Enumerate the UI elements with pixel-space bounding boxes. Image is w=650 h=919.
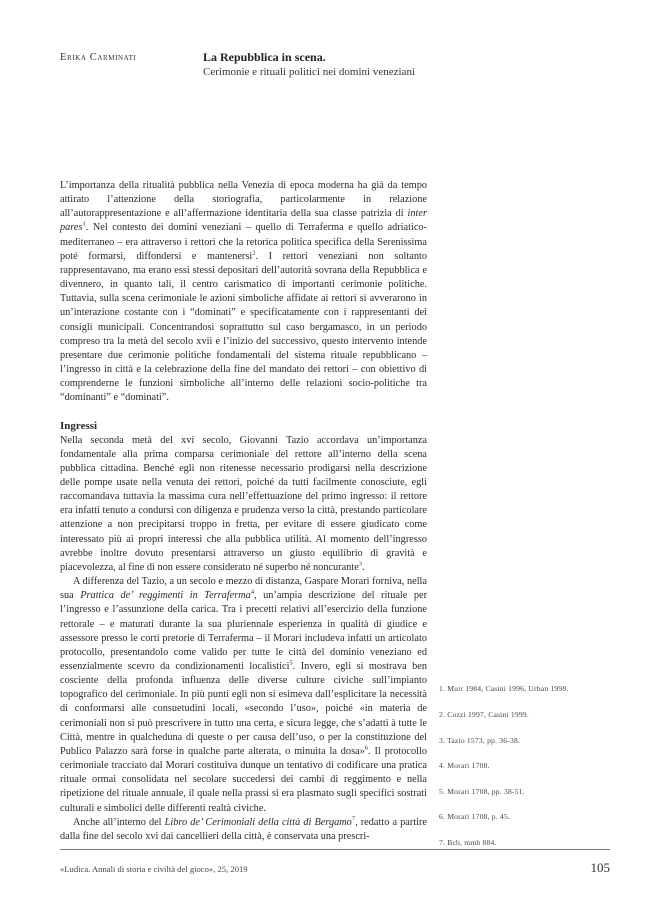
side-note: 4. Morari 1708. [439, 761, 490, 770]
footer-rule [60, 849, 610, 850]
side-note: 5. Morari 1708, pp. 38-51. [439, 787, 525, 796]
text-run: . I rettori veneziani non soltanto rappresentavano, ma erano essi stessi depositari dell’autorità sovrana della Repubblica e divennero, in quanto tali, il centro carismatico di importanti cerimonie politiche. Tuttavia, sulla scena cerimoniale le azioni simboliche affidate ai rettori si avverarono in un’interazione costante con i “dominati” e specificatamente con i rappresentanti dei consigli municipali. Concentrandosi soprattutto sul caso bergamasco, in un periodo compreso tra la metà del secolo xvii e l’inizio del successivo, questo intervento intende presentare due cerimonie politiche fondamentali del sistema rituale repubblicano – l’ingresso in città e la celebrazione della fine del mandato dei rettori – con obiettivo di comprenderne le funzioni simboliche all’interno delle relazioni socio-politiche tra “dominanti” e “dominati”. [60, 250, 427, 404]
italic-run: Prattica de’ reggimenti in Terraferma [80, 590, 251, 602]
journal-citation: «Ludica. Annali di storia e civiltà del gioco», 25, 2019 [60, 864, 248, 874]
text-run: . Il protocollo cerimoniale tracciato dal Morari costituiva dunque un tentativo di codificare una pratica rituale ormai consolidata nel secolare succedersi dei cambi di reggimento e nella ripetizione del rituale annuale, il quale nella prassi si era plasmato sugli specifici sostrati culturali e simbolici delle differenti realtà civiche. [60, 745, 427, 814]
running-head-title [203, 50, 533, 79]
intro-paragraph [60, 179, 427, 406]
italic-run: Libro de’ Cerimoniali della città di Bergamo [164, 816, 352, 828]
section-paragraph-2 [60, 575, 427, 816]
footnote-ref: 1 [82, 221, 86, 229]
section-paragraph-3 [60, 816, 427, 844]
footnote-ref: 4 [250, 588, 255, 596]
text-run: . Invero, egli si mostrava ben cosciente della profonda influenza delle diverse culture civiche sull’impianto topografico del cerimoniale. In più punti egli non si esimeva dall’esplicitare la necessità di conformarsi alle consuetudini locali, «secondo l’uso», poiché «in materia de cerimoniali non si può prescrivere in tutto una certa, e sicura legge, che s’adatti à tutte le Città, mentre in qualcheduna di queste o per causa dell’uso, o per la constituzione del Publico Palazzo sarà forse in qualche parte alterata, o minuita la dosa» [60, 661, 427, 757]
text-run: , un’ampia descrizione del rituale per l’ingresso e l’assunzione della carica. Tra i precetti relativi all’esercizio della funzione rettorale – e maturati durante la sua pluriennale esperienza in qualità di giudice e assessore presso le corti pretorie di Terraferma – il Morari includeva infatti un articolato protocollo, presentandolo come valido per tutte le città del dominio veneziano ed essenzialmente scevro da condizionamenti localistici [60, 590, 427, 672]
main-text-column [60, 179, 427, 844]
running-head-author: Erika Carminati [60, 52, 137, 63]
article-title: La Repubblica in scena. [203, 50, 326, 64]
footnote-ref: 6 [364, 744, 369, 752]
page-number: 105 [590, 860, 610, 875]
side-note: 3. Tazio 1573, pp. 36-38. [439, 736, 521, 745]
section-heading: Ingressi [60, 419, 98, 432]
italic-run: inter pares [60, 208, 427, 234]
section-paragraph-1 [60, 434, 427, 576]
text-run: Anche all’interno del [73, 816, 165, 828]
side-note: 2. Cozzi 1997, Casini 1999. [439, 710, 529, 719]
side-note: 6. Morari 1708, p. 45. [439, 812, 511, 821]
side-note: 1. Muir 1984, Casini 1996, Urban 1998. [439, 684, 569, 693]
footnote-ref: 3 [358, 560, 363, 568]
side-note: 7. Bcb, mmb 884. [439, 838, 497, 847]
text-run: , redatto a partire dalla fine del secolo xvi dai cancellieri della città, è conservata una prescri- [60, 816, 427, 842]
text-run: A differenza del Tazio, a un secolo e mezzo di distanza, Gaspare Morari forniva, nella sua [60, 576, 427, 602]
text-run: L’importanza della ritualità pubblica nella Venezia di epoca moderna ha già da tempo attirato l’attenzione della storiografia, particolarmente in relazione all’autorappresentazione e all’affermazione identitaria della sua classe patrizia di [60, 180, 427, 220]
article-subtitle: Cerimonie e rituali politici nei domini veneziani [203, 66, 415, 78]
footnote-ref: 2 [252, 249, 256, 257]
text-run: . [362, 561, 365, 573]
text-run: Nella seconda metà del xvi secolo, Giovanni Tazio accordava un’importanza fondamentale alla prima comparsa cerimoniale del rettore all’interno della scena pubblica cittadina. Benché egli non ritenesse necessario prodigarsi nella descrizione delle pompe usate nella venuta dei rettori, poiché da tutti facilmente conosciute, egli raccomandava tuttavia la massima cura nell’effettuazione del primo ingresso: il rettore era infatti tenuto a condursi con diligenza e prudenza verso la città, prestando particolare attenzione a non precipitarsi troppo in fretta, per evitare di essere giudicato come interessato più ai propri interessi che alla pubblica utilità. Al momento dell’ingresso avrebbe inoltre dovuto presentarsi attraverso un giusto equilibrio di gravità e piacevolezza, al fine di non essere considerato né superbo né noncurante [60, 434, 427, 573]
footnote-ref: 5 [289, 659, 293, 667]
text-run: . Nel contesto dei domini veneziani – quello di Terraferma e quello adriatico-mediterraneo – era attraverso i rettori che la retorica politica specifica della Serenissima poté formarsi, diffondersi e mantenersi [60, 222, 427, 262]
footnote-ref: 7 [351, 815, 356, 823]
